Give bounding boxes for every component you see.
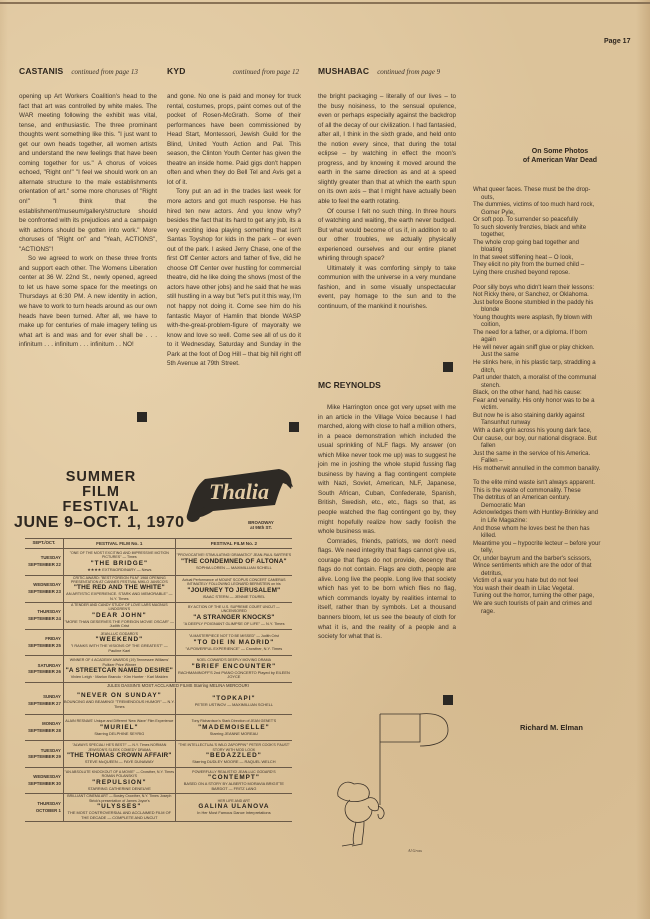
poem-line: Just before Boone stumbled in the paddy his blonde — [473, 298, 594, 314]
film-title: "MADEMOISELLE" — [198, 723, 270, 731]
theatre-name: Thalia — [209, 479, 269, 504]
film-blurb: CRITIC AWARD: "BEST FOREIGN FILM" 1968 OPENING PRESENTATION AT CANNES FESTIVAL MIKLO JANSCO'S — [70, 575, 168, 584]
poem-line: Just the same in the service of his America. Fallen – — [473, 449, 591, 465]
weekday: SUNDAY — [43, 694, 61, 700]
festival-film-2-cell — [175, 767, 292, 794]
mushabac-article — [318, 92, 456, 312]
film-blurb: "THE INTELLECTUAL'S WILD ZAPOPPIN'" PETER COOK'S 'FAUST' STORY WITH MOD LOOK — [178, 743, 290, 752]
paragraph: the bright packaging – literally of our lives – to the busy noisiness, to the sensual opulence, even or perhaps especially against the backdrop of all the decay of our civilization. I had fantasied, after all, I think in the sixth grade, and held onto the notion every since, that during the total eclipse – by watching in effect the moon's progress, and by knowing it moved around the earth in the same direction as and at a speed slightly greater than that at which the earth spun on its own axis – that I might have actually been able to feel the earth rotating. — [318, 93, 456, 206]
poem-body — [473, 186, 601, 615]
festival-film-2-cell — [175, 741, 292, 768]
schedule-date-cell — [25, 575, 63, 602]
film-credits: "A DEEPLY POIGNANT GLIMPSE OF LIFE" — N.Y. Times — [183, 620, 285, 626]
poem-author: Richard M. Elman — [520, 723, 583, 732]
paragraph: Ultimately it was comforting simply to take communion with the universe in a very mundane fashion, and in some visually unspectacular event, pay homage to the sun and to the continuum, of the mankind it nourishes. — [318, 264, 456, 311]
poem-line: His motherwit annulled in the common banality. — [473, 464, 601, 472]
paragraph: So we agreed to work on these three fronts and support each other. The Womens Liberation center at 36 W. 22nd St., newly opened, agreed to let us have some space for the meetings on Thursdays at 6:30 PM. A new identity in action, we have to work to turn heads around as our own heads have been turned. After all, we have to make up for centuries of male imagery telling us what art is and was and for ever shall be . . . infinitum . . . infinitum . . . infinitum . . NO! — [19, 255, 157, 349]
festival-film-2-cell — [175, 714, 292, 741]
film-blurb: Tony Richardson's Stark Direction of JEAN GENET'S — [191, 719, 277, 724]
film-blurb: NOEL COWARD'S DEEPLY MOVING DRAMA — [196, 658, 272, 663]
schedule-date-cell — [25, 767, 63, 794]
page-top-rule — [0, 2, 650, 4]
poem-line: Lying there crushed beyond repose. — [473, 269, 570, 277]
column-name: KYD — [167, 66, 186, 76]
weekday: THURSDAY — [37, 800, 61, 806]
calendar-date: SEPTEMBER 25 — [28, 642, 61, 648]
schedule-date-cell — [25, 794, 63, 821]
paragraph: opening up Art Workers Coalition's head to the fact that art was controlled by white males. The WAR meeting following the exhibit was vital, tense, and enthusiastic. The three prominant thoughts went something like this. "I just want to get our own heads together, all women artists and understand the new feelings that have been coming together for us." A chorus of voices echoed, "Right on!" "I feel we should work on an alternate structure to the male establishments orientation of art." some more choruses of "Right on!" "I think that the establishment/museum/gallery/structure should be confronted with its prejudices and a campaign with actions should be gotten into work." More choruses of "Right on" and "Yeah, ACTIONS", "ACTIONS"! — [19, 93, 157, 253]
schedule-row — [25, 549, 292, 576]
film-credits: BOUNCING AND BEAMING! "TREMENDOUS HUMOR" — N.Y. Times — [64, 699, 175, 709]
film-blurb: "A MASTERPIECE NOT TO BE MISSED" — Judith Crist — [188, 634, 279, 639]
poem-line: To the elite mind waste isn't always apparent. — [473, 479, 596, 487]
film-title: "DEAR JOHN" — [91, 611, 147, 619]
film-blurb: ALAIN RESNAIS' Unique and Different 'New Wave' Film Experience — [65, 719, 174, 724]
festival-dates: JUNE 9–OCT. 1, 1970 — [14, 514, 185, 531]
weekday: TUESDAY — [40, 555, 61, 561]
film-title: "THE BRIDGE" — [90, 559, 149, 567]
calendar-date: SEPTEMBER 27 — [28, 700, 61, 706]
schedule-row — [25, 714, 292, 741]
film-credits: THE MOST CONTROVERSIAL AND ACCLAIMED FILM OF THE DECADE — COMPLETE AND UNCUT — [67, 810, 171, 820]
poem-line: Poor silly boys who didn't learn their lessons: — [473, 283, 595, 291]
festival-film-1-cell — [63, 741, 175, 768]
title-line: FESTIVAL — [62, 499, 140, 515]
film-credits: In Her Most Famous Dance Interpretations — [197, 810, 271, 816]
film-title: "WEEKEND" — [95, 636, 144, 644]
film-title: "THE RED AND THE WHITE" — [73, 584, 165, 592]
film-credits: BASED ON A STORY BY ALBERTO MORAVIA BRIGITTE BARDOT — FRITZ LANG — [183, 781, 285, 791]
calendar-date: SEPTEMBER 22 — [28, 561, 61, 567]
festival-film-1-cell — [63, 575, 175, 602]
poem-line: Or, under bayrum and the barber's scissors, — [473, 554, 592, 562]
festival-film-2-cell — [175, 602, 292, 629]
poem-line: Our cause, our boy, our national disgrace. But fallen — [473, 434, 597, 450]
schedule-date-cell — [25, 629, 63, 656]
festival-film-2-cell — [175, 629, 292, 656]
festival-title — [14, 469, 185, 531]
film-blurb: A TENDER AND CANDY STUDY OF LOVE LARS MAGNUS LINDGREN'S — [70, 602, 168, 612]
poem-line: We are such tourists of pain and crimes and rage. — [473, 599, 592, 615]
weekday: TUESDAY — [40, 747, 61, 753]
film-title: "THE CONDEMNED OF ALTONA" — [181, 557, 287, 565]
poem-line: Or soft pop. To surrender so peacefully — [473, 216, 578, 224]
poem-line: You wash their death in Lilac Vegetal. — [473, 584, 575, 592]
festival-film-1-cell — [63, 767, 175, 794]
paragraph: Mike Harrington once got very upset with me in an article in the Village Voice because I had marched, along with close to half a million others, in a peace demonstration which included the usual sprinkling of NLF flags. My answer (on which Mike never took me up) was to suggest he join me in joshing the whole stupid fussing flag business by having a flag contingent complete with Nazi, Soviet, American, NLF, Japanese, South African, Cuban, Confederate, Spanish, British, Swedish, etc., etc., flags so that, as people watched the flag contingent go by, they might hopefully realize how sadly foolish the whole business was. — [318, 404, 456, 536]
poem-line: In that sweet stiffening heat – O look, — [473, 253, 574, 261]
film-blurb: JEAN-LUC GODARD'S — [100, 631, 139, 636]
poem-line: Tuning out the horror, turning the other page, — [473, 592, 595, 600]
festival-film-2-cell — [175, 656, 292, 683]
title-line: FILM — [82, 484, 120, 500]
schedule-date-cell — [25, 602, 63, 629]
film-title: "JOURNEY TO JERUSALEM" — [187, 586, 281, 594]
continued-note: continued from page 9 — [377, 68, 441, 76]
column-name: MUSHABAC — [318, 66, 370, 76]
poem-line: What queer faces. These must be the drop-outs, — [473, 186, 591, 201]
film-blurb: HER LIFE AND ART — [217, 798, 251, 803]
film-title: "A STREETCAR NAMED DESIRE" — [65, 667, 173, 675]
festival-film-1-cell — [63, 714, 175, 741]
film-blurb: WINNER OF 4 ACADEMY AWARDS (19) Tennessee Williams' Pulitzer Prize Winner — [69, 658, 169, 667]
film-blurb: "PROVOCATIVE! STIMULATING! DRAMATIC!" JEAN-PAUL SARTRE'S — [176, 553, 292, 558]
poem-title-line: On Some Photos — [531, 148, 589, 155]
film-credits: STEVE McQUEEN — FAYE DUNAWAY — [84, 759, 154, 765]
calendar-date: SEPTEMBER 30 — [28, 780, 61, 786]
film-credits: Starring DUDLEY MOORE — RAQUEL WELCH — [192, 759, 276, 765]
thalia-logo — [183, 465, 295, 527]
calendar-date: SEPTEMBER 26 — [28, 669, 61, 675]
film-credits: STARRING CATHERINE DENEUVE — [87, 785, 151, 791]
poem-line: Not Ricky there, or Sanchez, or Oklahoma. — [473, 291, 589, 299]
film-blurb: "ALWAYS SPECIAL! HE'S BEST!" — N.Y. Times NORMAN JEWISON'S SLEEK COMEDY DRAMA — [72, 743, 167, 752]
film-credits: Starring DELPHINE SEYRIG — [94, 730, 145, 736]
festival-film-1-cell — [63, 656, 175, 683]
mushabac-header — [318, 66, 440, 78]
schedule-date-cell — [25, 549, 63, 576]
schedule-row — [25, 767, 292, 794]
poem-line: The dummies, victims of too much hard rock, Gomer Pyle, — [473, 201, 595, 216]
film-credits: Vivien Leigh · Marlon Brando · Kim Hunter · Karl Malden — [70, 674, 168, 680]
stanza-gap — [473, 277, 601, 284]
film-credits: "A POWERFUL EXPERIENCE" — Crowther, N.Y. Times — [185, 645, 283, 651]
poem-line: Victim of a war you hate but do not feel — [473, 577, 579, 585]
weekday: MONDAY — [42, 721, 61, 727]
paragraph: and gone. No one is paid and money for truck rental, costumes, props, paint comes out of the pocket of Rosen-McGrath. Some of their performances have been commissioned by Head Start, Montessori, Jewish Guild for the Blind, United Youth Action and Pal. This season, the Clinton Youth Center has given the theatre an inside home. Paid gigs don't happen often and when they do Bell Tel and Avis get a lot of it. — [167, 93, 301, 186]
film-credits: PETER USTINOV — MAXIMILLIAN SCHELL — [194, 701, 274, 707]
continued-note: continued from page 12 — [232, 68, 299, 76]
poem-line: With a dark grin across his young dark face, — [473, 426, 592, 434]
column-header: FESTIVAL FILM No. 2 — [175, 539, 292, 549]
address-line: BROADWAY — [248, 520, 274, 525]
poem-line: They elicit no pity from the burned child – — [473, 261, 585, 269]
poem-line: Young thoughts were asplash, fly blown with coition, — [473, 313, 593, 329]
castanis-header — [19, 66, 138, 78]
film-title: "CONTEMPT" — [207, 774, 260, 782]
poem-title-line: of American War Dead — [522, 157, 598, 164]
calendar-date: SEPTEMBER 23 — [28, 588, 61, 594]
weekday: THURSDAY — [37, 609, 61, 615]
poem-line: This is the waste of commonality. These — [473, 486, 581, 494]
festival-film-1-cell — [63, 549, 175, 576]
film-title: "BEDAZZLED" — [206, 752, 262, 760]
schedule-row — [25, 629, 292, 656]
end-of-article-mark — [289, 422, 299, 432]
kyd-article — [167, 92, 301, 369]
continued-note: continued from page 13 — [71, 68, 138, 76]
column-header: FESTIVAL FILM No. 1 — [63, 539, 175, 549]
film-credits: RACHMANINOFF'S 2nd PIANO CONCERTO Played by EILEEN JOYCE — [178, 669, 290, 680]
film-blurb: POWERFULLY REALISTIC! JEAN-LUC GODARD'S — [192, 769, 276, 774]
film-blurb: "ONE OF THE MOST EXCITING AND IMPRESSIVE MOTION PICTURES" — Times — [69, 550, 169, 560]
poem-line: He will never again sniff glue or play chicken. Just the same — [473, 343, 595, 359]
poem-line: Meantime you – hypocrite lecteur – before your telly, — [473, 539, 601, 555]
film-title: GALINA ULANOVA — [198, 803, 270, 811]
film-title: "NEVER ON SUNDAY" — [77, 692, 162, 700]
film-schedule-table — [25, 538, 292, 822]
poem-line: Acknowledges them with Huntley-Brinkley and in Life Magazine: — [473, 509, 598, 524]
film-blurb: Actual Performance of MOUNT SCOPUS CONCERT CAMERAS INTIMATELY FOLLOWING LEONARD BERNSTEIN on his — [182, 577, 286, 587]
poem-line: The whole crop going bad together and bloating — [473, 238, 580, 254]
film-credits: SOPHIA LOREN — MAXIMILLIAN SCHELL — [195, 564, 272, 570]
film-title: "THE THOMAS CROWN AFFAIR" — [67, 752, 172, 760]
film-credits: "I RANKS WITH THE VISIONS OF THE GREATEST" — Pauline Kael — [70, 643, 168, 653]
mcreynolds-heading: MC REYNOLDS — [318, 380, 381, 390]
film-title: "TOPKAPI" — [212, 694, 256, 702]
festival-film-1-cell — [63, 602, 175, 629]
film-title: "BRIEF ENCOUNTER" — [191, 662, 277, 670]
poem-line: To such slovenly frenzies, black and white together, — [473, 223, 587, 239]
calendar-date: SEPTEMBER 29 — [28, 754, 61, 760]
film-blurb: BRILLIANT CINEMA ART — Bosley Crowther, N.Y. Times Joseph Strick's presentation of James Joyce's — [67, 794, 172, 803]
film-blurb: BY ACTION OF THE U.S. SUPREME COURT UNCUT — UNCENSORED — [188, 605, 280, 614]
calendar-date: SEPTEMBER 28 — [28, 727, 61, 733]
schedule-date-cell — [25, 688, 63, 715]
poem-line: But now he is also staining darkly against Tansunhut runway — [473, 411, 585, 427]
festival-film-1-cell — [63, 629, 175, 656]
poem-line: The detritus of an American century. Democratic Man — [473, 494, 571, 509]
festival-film-1-cell — [63, 688, 175, 715]
schedule-date-cell — [25, 714, 63, 741]
theatre-address — [236, 520, 286, 531]
poem-title — [485, 147, 635, 165]
mcreynolds-article — [318, 403, 456, 642]
film-blurb: "AN ABSOLUTE KNOCKOUT OF A MOVIE" — Crowther, N.Y. Times ROMAN POLANSKI'S — [64, 769, 175, 779]
schedule-row — [25, 741, 292, 768]
weekday: FRIDAY — [45, 636, 61, 642]
kyd-header — [167, 66, 299, 78]
paragraph: Of course I felt no such thing. In three hours of watching and waiting, the earth never budged. But what would become of us if, in addition to all our other troubles, we actually physically experienced ourselves and our entire planet whirling through space? — [318, 207, 456, 263]
festival-film-1-cell — [63, 794, 175, 821]
festival-film-2-cell — [175, 575, 292, 602]
poem-line: He stinks here, in his plastic tarp, straddling a ditch, — [473, 359, 596, 374]
schedule-date-cell — [25, 656, 63, 683]
calendar-date: OCTOBER 1 — [35, 807, 61, 813]
poem-line: And those whom he loves best he then has killed. — [473, 524, 590, 540]
paragraph: Tony put an ad in the trades last week for more actors and got much response. He has hired ten new actors. And you know why? besides the fact that its hard to get any job, its a very exciting idea playing something that isn't Santas Toyshop for kids in the park – or even out of the park. I asked Jerry Chase, one of the first Off Center actors and father of five, did he choose Off Center over hustling for commercial theatre, did he like doing the shows (most of the actors have other jobs) and he said that he was still hustling in a way but "let's put it this way, I'm not happy not doing it. Come see him do his fantastic Mayor of Hamlin that blonde WASP with-the-great-problem-figure of mayoralty we know and love so well. Come see all of us do it to it Wednesday, Saturday and Sunday in the Park at the foot of Dog Hill – that big hill right off 5th Avenue at 79th Street. — [167, 188, 302, 368]
cartoon-signature: Al Gross — [408, 848, 422, 853]
film-title: "REPULSION" — [92, 778, 147, 786]
paragraph: Comrades, friends, patriots, we don't need flags. We need integrity that flags cannot give us, courage that flags do not provide, decency that flags do not contain. Flags are cloth, people are alive. Long live the people. Long live that society which has yet to be born which flies no flag, which commands loyalty by realities internal to itself, rather than by symbols. Let a thousand banners bloom, let us see the beauty of cloth for what it is, and the reality of a people and a society for what that is. — [318, 537, 456, 641]
castanis-article — [19, 92, 157, 350]
column-name: CASTANIS — [19, 66, 64, 76]
film-title: "ULYSSES" — [97, 803, 142, 811]
flag-cartoon-illustration — [320, 700, 460, 860]
film-title: "A STRANGER KNOCKS" — [193, 613, 275, 621]
schedule-row — [25, 794, 292, 821]
festival-film-2-cell — [175, 794, 292, 821]
poem-line: Wince sentiments which are the odor of that detritus, — [473, 562, 592, 577]
schedule-date-cell — [25, 741, 63, 768]
weekday: SATURDAY — [37, 662, 61, 668]
film-credits: Starring JEANNE MOREAU — [209, 730, 258, 736]
poem-line: Black, on the other hand, had his cause: — [473, 389, 582, 397]
schedule-row — [25, 656, 292, 683]
weekday: WEDNESDAY — [33, 774, 61, 780]
end-of-article-mark — [137, 412, 147, 422]
address-line: at 95th ST. — [250, 525, 272, 531]
calendar-date: SEPTEMBER 24 — [28, 615, 61, 621]
poem-line: Part under thatch, a moralist of the communal stench. — [473, 374, 597, 389]
festival-film-2-cell — [175, 688, 292, 715]
film-title: "MURIEL" — [100, 723, 139, 731]
schedule-row — [25, 602, 292, 629]
film-credits: AN ARTISTIC EXPERIENCE. STARK AND MEMORABLE" — N.Y. Times — [66, 591, 173, 602]
schedule-row — [25, 575, 292, 602]
film-title: "TO DIE IN MADRID" — [193, 638, 275, 646]
schedule-row — [25, 688, 292, 715]
shared-billing-note: JULES DASSIN'S MOST ACCLAIMED FILMS Starring MELINA MERCOURI — [107, 682, 249, 688]
column-header: SEPT./OCT. — [25, 539, 63, 549]
end-of-article-mark — [443, 362, 453, 372]
poem-line: The need for a father, or a diploma. If born again — [473, 328, 588, 344]
stanza-gap — [473, 472, 601, 479]
film-credits: ★★★★ EXTRAORDINARY — News — [87, 566, 152, 572]
film-credits: ISAAC STERN — JENNIE TOUREL — [202, 593, 266, 599]
poem-line: Fear and venality. His only honor was to be a victim. — [473, 396, 595, 412]
festival-film-2-cell — [175, 549, 292, 576]
weekday: WEDNESDAY — [33, 582, 61, 588]
page-number: Page 17 — [604, 38, 631, 45]
title-line: SUMMER — [65, 469, 137, 485]
film-credits: "MORE THAN DESERVES THE FOREIGN MOVIE OSCAR" — Judith Crist — [64, 618, 174, 629]
